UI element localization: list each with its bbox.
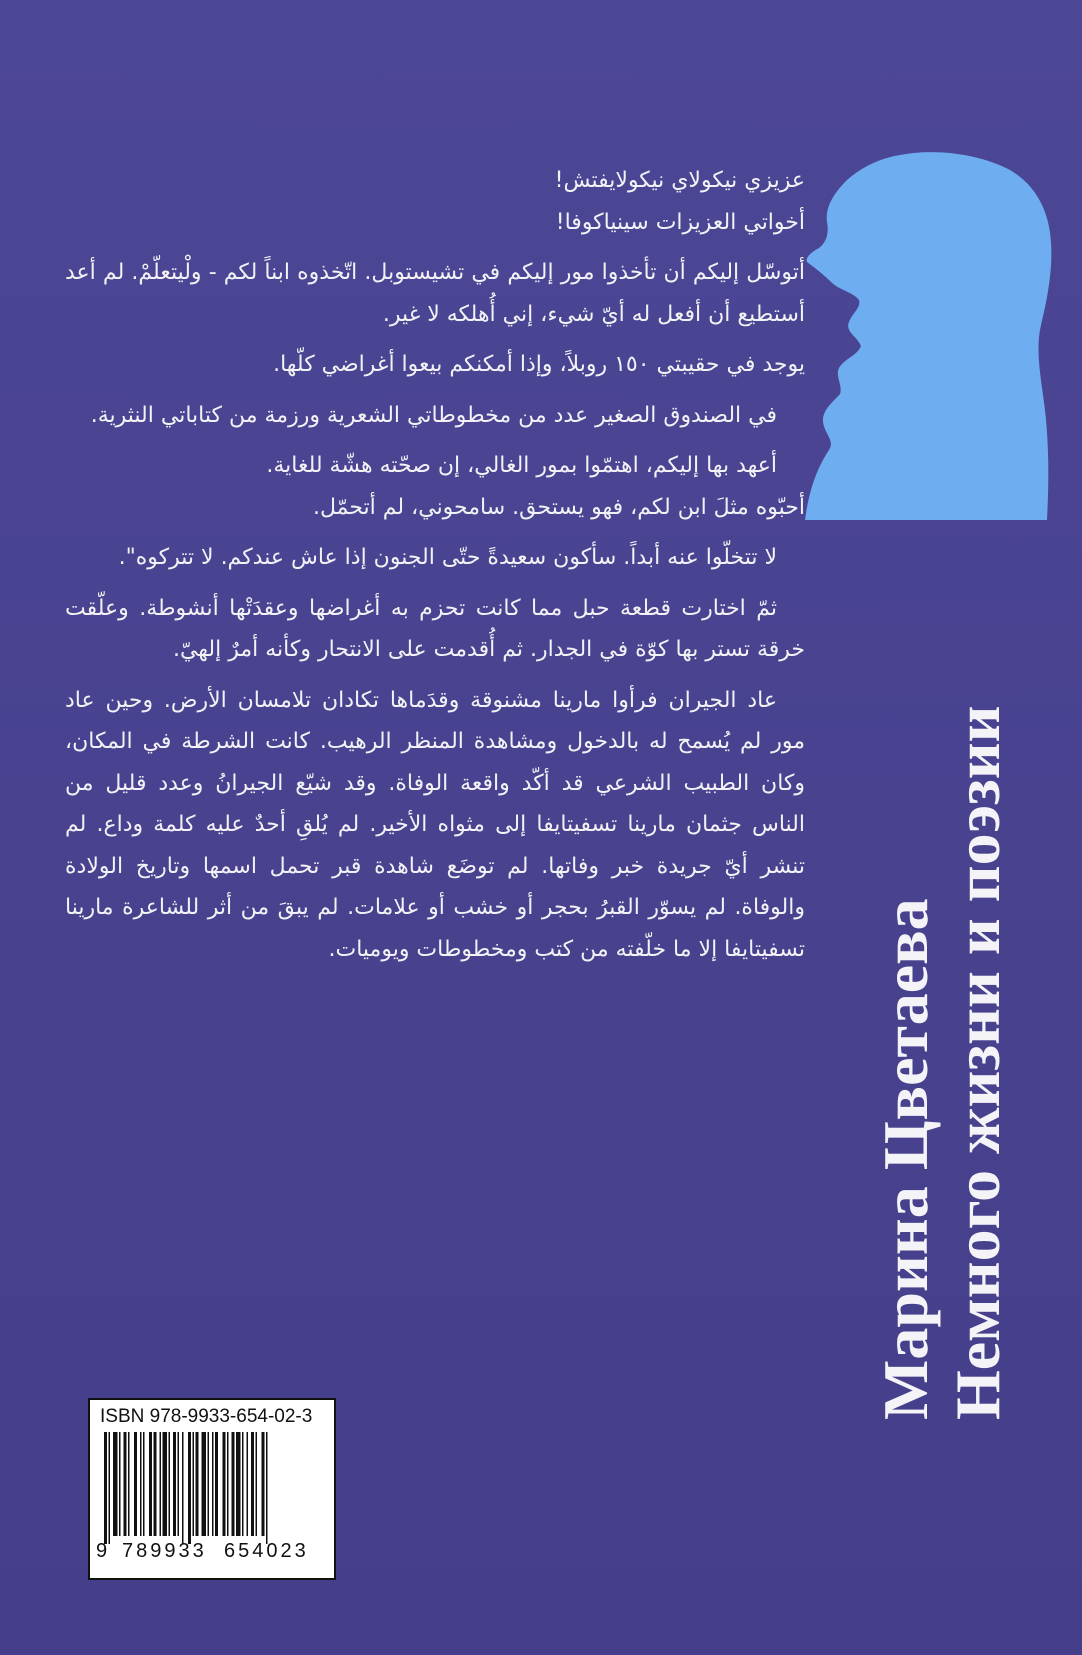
paragraph: أحبّوه مثلَ ابن لكم، فهو يستحق. سامحوني، لم أتحمّل. — [312, 494, 805, 520]
ean-left-digits: 789933 — [122, 1540, 207, 1562]
barcode-bar — [212, 1432, 214, 1536]
barcode-bar — [188, 1432, 191, 1544]
barcode-bar — [266, 1432, 268, 1544]
barcode-bar — [169, 1432, 171, 1536]
barcode-bar — [236, 1432, 241, 1536]
barcode-bar — [104, 1432, 107, 1544]
barcode-bar — [154, 1432, 157, 1536]
barcode-bar — [193, 1432, 195, 1536]
barcode-bar — [113, 1432, 118, 1536]
barcode-bar — [182, 1432, 184, 1544]
barcode-bar — [173, 1432, 176, 1536]
barcode-bar — [119, 1432, 121, 1536]
salutation-line: أخواتي العزيزات سينياكوفا! — [555, 209, 805, 235]
barcode-bar — [196, 1432, 199, 1536]
barcode-bars — [104, 1432, 324, 1544]
paragraph: لا تتخلّوا عنه أبداً. سأكون سعيدةً حتّى الجنون إذا عاش عندكم. لا تتركوه". — [118, 545, 777, 570]
barcode-bar — [149, 1432, 152, 1536]
barcode-bar — [227, 1432, 229, 1536]
paragraph: يوجد في حقيبتي ١٥٠ روبلاً، وإذا أمكنكم بيعوا أغراضي كلّها. — [273, 352, 805, 377]
barcode-bar — [223, 1432, 226, 1536]
ean-first-digit: 9 — [96, 1540, 108, 1562]
barcode-bar — [242, 1432, 244, 1536]
isbn-text: ISBN 978-9933-654-02-3 — [100, 1406, 313, 1427]
letter-body — [65, 160, 805, 979]
paragraph: ثمّ اختارت قطعة حبل مما كانت تحزم به أغراضها وعقدَتْها أنشوطة. وعلّقت خرقة تستر بها كوّة في الجدار. ثم أُقدمت على الانتحار وكأنه أمرٌ إلهيّ. — [65, 595, 805, 662]
barcode-bar — [256, 1432, 258, 1536]
paragraph: أتوسّل إليكم أن تأخذوا مور إليكم في تشيستوبل. اتّخذوه ابناً لكم - ولْيتعلّمْ. لم أعد أستطيع أن أفعل له أيّ شيء، إني أُهلكه لا غير. — [65, 260, 805, 327]
paragraph: في الصندوق الصغير عدد من مخطوطاتي الشعرية ورزمة من كتاباتي النثرية. — [90, 402, 777, 428]
barcode-bar — [178, 1432, 180, 1536]
barcode-bar — [247, 1432, 249, 1536]
barcode-bar — [208, 1432, 210, 1536]
vertical-title-block — [870, 420, 1070, 1420]
paragraph: أعهد بها إليكم، اهتمّوا بمور الغالي، إن صحّته هشّة للغاية. — [266, 453, 777, 478]
salutation-line: عزيزي نيكولاي نيكولايفتش! — [554, 168, 805, 193]
author-name: Марина Цветаева — [870, 898, 941, 1420]
barcode-bar — [109, 1432, 111, 1544]
barcode-bar — [160, 1432, 162, 1536]
book-title: Немного жизни и поэзии — [942, 705, 1013, 1420]
barcode-bar — [140, 1432, 142, 1536]
paragraph: عاد الجيران فرأوا مارينا مشنوقة وقدَماها تكادان تلامسان الأرض. وحين عاد مور لم يُسمح له بالدخول ومشاهدة المنظر الرهيب. كانت الشرطة في المكان، وكان الطبيب الشرعي قد أكّد واقعة الوفاة. وقد شيّع الجيرانُ وعدد قليل من الناس جثمان مارينا تسفيتايفا إلى مثواه الأخير. لم يُلقِ أحدٌ عليه كلمة وداع. لم تنشر أيّ جريدة خبر وفاتها. لم توضَع شاهدة قبر تحمل اسمها وتاريخ الولادة والوفاة. لم يسوّر القبرُ بحجر أو خشب أو علامات. لم يبقَ من أثر للشاعرة مارينا تسفيتايفا إلا ما خلّفته من كتب ومخطوطات ويوميات. — [65, 687, 805, 962]
barcode-bar — [251, 1432, 254, 1536]
barcode-bar — [143, 1432, 145, 1536]
barcode-bar — [163, 1432, 168, 1536]
barcode-bar — [124, 1432, 127, 1536]
barcode-bar — [134, 1432, 137, 1536]
barcode-bar — [202, 1432, 207, 1536]
barcode-label — [88, 1398, 336, 1580]
barcode-bar — [215, 1432, 218, 1536]
ean-right-digits: 654023 — [224, 1540, 309, 1562]
barcode-bar — [232, 1432, 235, 1536]
barcode-bar — [262, 1432, 265, 1536]
barcode-bar — [128, 1432, 130, 1536]
